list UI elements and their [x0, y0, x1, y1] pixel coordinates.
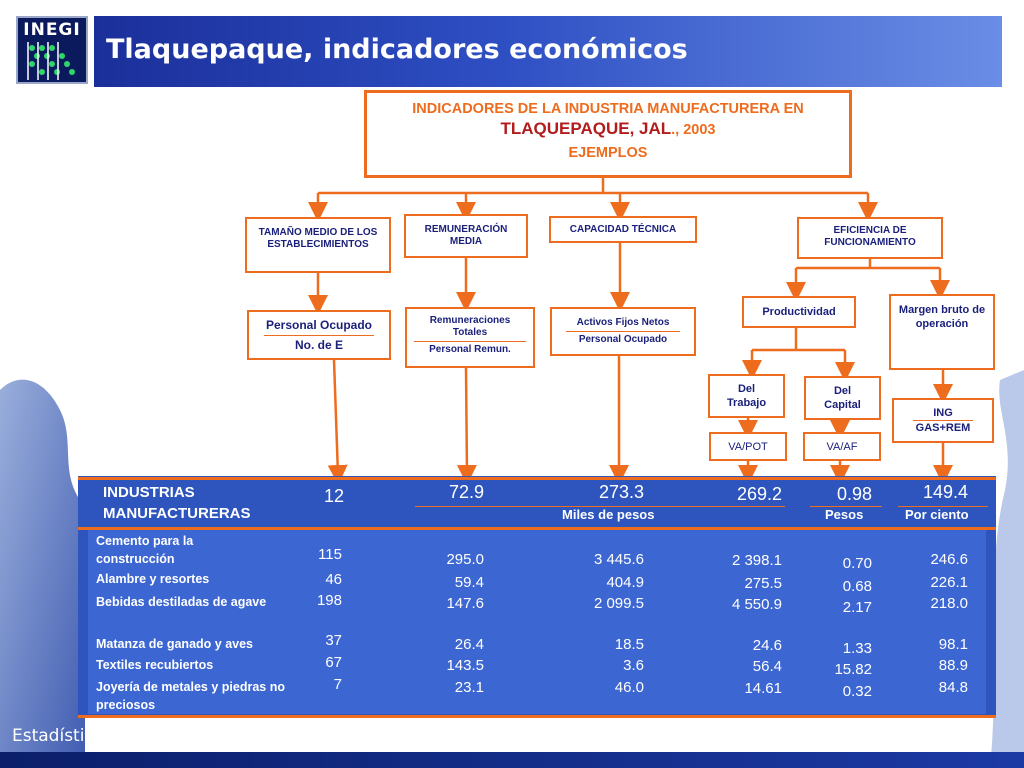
row-alambre-trabajo: 275.5 — [744, 575, 782, 592]
row-label-joyeria: Joyería de metales y piedras no preciosos — [96, 680, 285, 712]
row-cemento-trabajo: 2 398.1 — [731, 552, 782, 569]
row-cemento-capacidad: 3 445.6 — [593, 551, 644, 568]
row-matanza-capacidad: 18.5 — [614, 636, 644, 653]
row-textiles-remuneracion: 143.5 — [446, 657, 484, 674]
margen-box — [889, 294, 995, 370]
main-box-line2 — [367, 119, 849, 139]
va-pot-label: VA/POT — [728, 441, 768, 453]
row-bebidas-capacidad: 2 099.5 — [593, 595, 644, 612]
productividad-label: Productividad — [762, 306, 836, 318]
del-capital-label: Del Capital — [824, 385, 861, 411]
main-title-box — [364, 90, 852, 178]
row-cemento-margen: 246.6 — [930, 551, 968, 568]
row-cemento-personal: 115 — [318, 546, 342, 563]
formula-personal-denominator: No. de E — [294, 338, 343, 352]
del-trabajo-box — [708, 374, 785, 418]
row-bebidas-remuneracion: 147.6 — [446, 595, 484, 612]
formula-remuneraciones-numerator: Remuneraciones Totales — [429, 315, 511, 338]
row-textiles-capital: 15.82 — [834, 661, 872, 678]
total-capacidad: 273.3 — [598, 482, 644, 502]
row-textiles-personal: 67 — [325, 654, 342, 671]
row-alambre-personal: 46 — [325, 571, 342, 588]
row-label-alambre: Alambre y resortes — [96, 572, 210, 586]
formula-personal-box — [247, 310, 391, 360]
unit-pesos-label: Pesos — [825, 507, 864, 522]
formula-activos-denominator: Personal Ocupado — [578, 334, 668, 345]
formula-remuneraciones-box — [405, 307, 535, 368]
row-textiles-capacidad: 3.6 — [623, 657, 644, 674]
category-tamano-label: TAMAÑO MEDIO DE LOS ESTABLECIMIENTOS — [258, 227, 378, 250]
row-matanza-personal: 37 — [325, 632, 342, 649]
main-box-line1: INDICADORES DE LA INDUSTRIA MANUFACTURERA EN — [412, 101, 804, 117]
ing-numerator: ING — [933, 407, 953, 419]
row-joyeria-capacidad: 46.0 — [614, 679, 644, 696]
category-capacidad-label: CAPACIDAD TÉCNICA — [569, 224, 677, 235]
row-bebidas-trabajo: 4 550.9 — [731, 596, 782, 613]
category-remuneracion-label: REMUNERACIÓN MEDIA — [424, 224, 508, 247]
row-cemento-capital: 0.70 — [842, 555, 872, 572]
ing-denominator: GAS+REM — [915, 422, 971, 434]
total-margen: 149.4 — [922, 482, 968, 502]
row-joyeria-trabajo: 14.61 — [744, 680, 782, 697]
footer-text: Estadísticas económicas — [12, 726, 220, 746]
del-trabajo-label: Del Trabajo — [726, 383, 767, 409]
row-label-cemento: Cemento para la construcción — [96, 534, 194, 566]
va-af-box — [803, 432, 881, 461]
row-joyeria-remuneracion: 23.1 — [454, 679, 484, 696]
main-box-line3: EJEMPLOS — [568, 145, 648, 161]
row-matanza-capital: 1.33 — [842, 640, 872, 657]
row-matanza-margen: 98.1 — [938, 636, 968, 653]
unit-pct-label: Por ciento — [905, 507, 969, 522]
row-matanza-trabajo: 24.6 — [752, 637, 782, 654]
category-capacidad — [549, 216, 697, 243]
formula-remuneraciones-denominator: Personal Remun. — [429, 344, 511, 355]
row-joyeria-capital: 0.32 — [842, 683, 872, 700]
row-bebidas-personal: 198 — [316, 592, 342, 609]
margen-label: Margen bruto de operación — [898, 304, 986, 330]
unit-miles-label: Miles de pesos — [562, 507, 655, 522]
row-textiles-margen: 88.9 — [938, 657, 968, 674]
total-remuneracion: 72.9 — [448, 482, 484, 502]
main-box-location: TLAQUEPAQUE, JAL — [500, 119, 672, 138]
total-productividad-trabajo: 269.2 — [736, 484, 782, 504]
logo-text: INEGI — [23, 20, 81, 40]
row-alambre-capacidad: 404.9 — [606, 574, 644, 591]
row-cemento-remuneracion: 295.0 — [446, 551, 484, 568]
del-capital-box — [804, 376, 881, 420]
total-productividad-capital: 0.98 — [836, 484, 872, 504]
row-matanza-remuneracion: 26.4 — [454, 636, 484, 653]
category-tamano — [245, 217, 391, 273]
category-eficiencia — [797, 217, 943, 259]
main-box-year: ., 2003 — [671, 122, 716, 138]
footer-bar — [0, 752, 1024, 768]
row-label-textiles: Textiles recubiertos — [96, 658, 214, 672]
row-joyeria-margen: 84.8 — [938, 679, 968, 696]
row-joyeria-personal: 7 — [333, 676, 342, 693]
page-title: Tlaquepaque, indicadores económicos — [106, 34, 688, 65]
row-alambre-margen: 226.1 — [930, 574, 968, 591]
row-bebidas-capital: 2.17 — [842, 599, 872, 616]
table-header-label: INDUSTRIAS MANUFACTURERAS — [103, 484, 251, 522]
va-af-label: VA/AF — [826, 441, 858, 453]
row-alambre-remuneracion: 59.4 — [454, 574, 484, 591]
total-personal: 12 — [323, 486, 344, 506]
row-textiles-trabajo: 56.4 — [752, 658, 782, 675]
formula-personal-numerator: Personal Ocupado — [265, 318, 373, 332]
ing-formula-box — [892, 398, 994, 443]
category-remuneracion — [404, 214, 528, 258]
row-alambre-capital: 0.68 — [842, 578, 872, 595]
productividad-box — [742, 296, 856, 328]
formula-activos-box — [550, 307, 696, 356]
table-top-border — [78, 477, 996, 480]
va-pot-box — [709, 432, 787, 461]
row-label-matanza: Matanza de ganado y aves — [96, 637, 254, 651]
row-bebidas-margen: 218.0 — [930, 595, 968, 612]
row-label-bebidas: Bebidas destiladas de agave — [96, 595, 267, 609]
category-eficiencia-label: EFICIENCIA DE FUNCIONAMIENTO — [824, 225, 916, 248]
formula-activos-numerator: Activos Fijos Netos — [576, 317, 670, 328]
